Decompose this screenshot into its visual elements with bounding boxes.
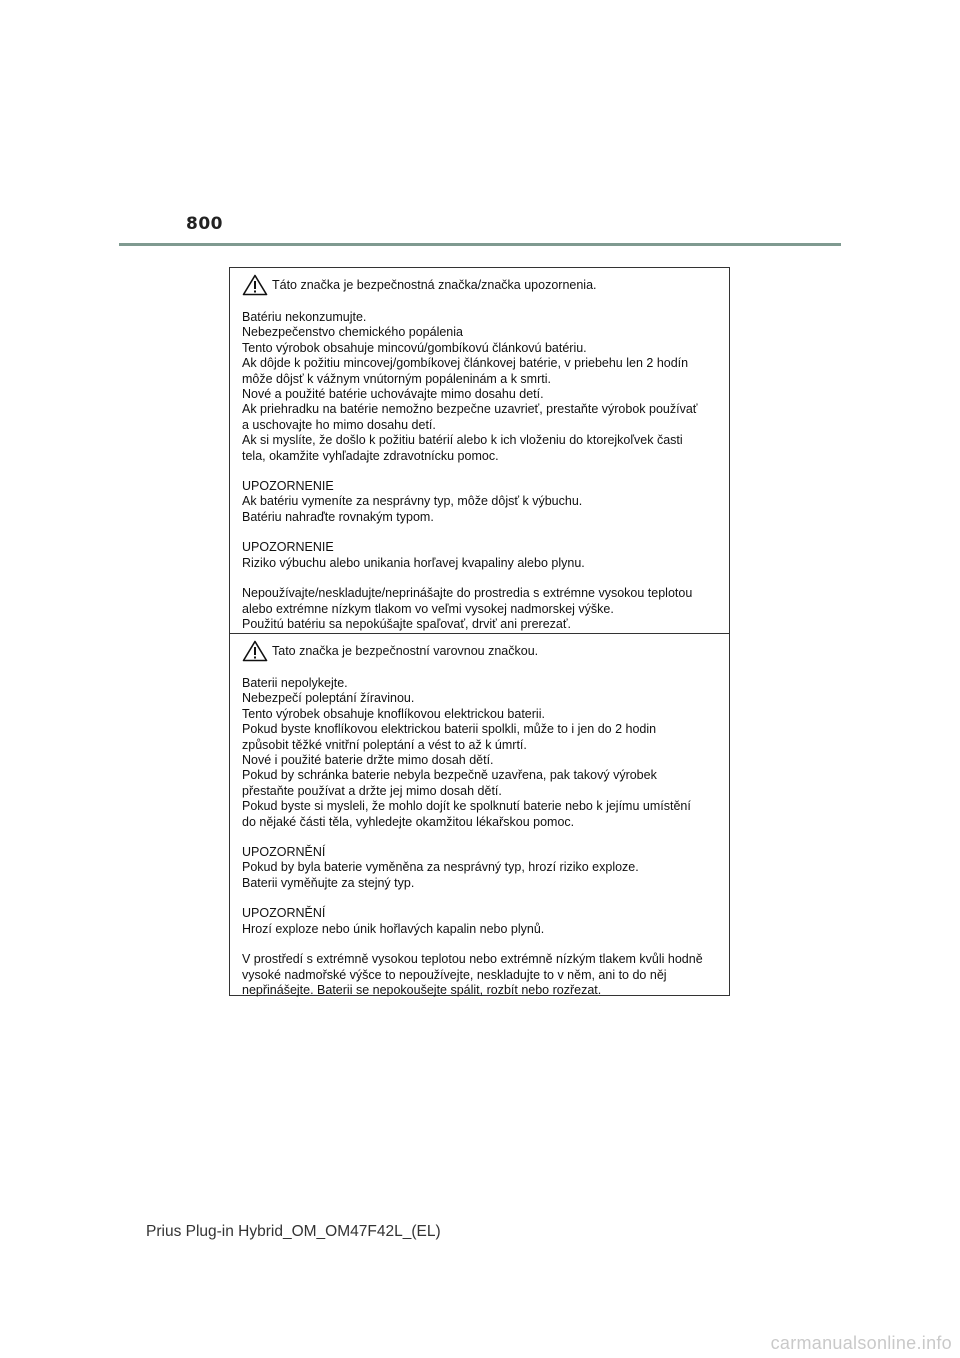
warning-body: [242, 676, 717, 998]
warning-paragraph: [242, 586, 717, 632]
text-line: Riziko výbuchu alebo unikania horľavej kvapaliny alebo plynu.: [242, 555, 585, 570]
warning-paragraph: [242, 540, 717, 571]
text-line: Pokud by byla baterie vyměněna za nesprávný typ, hrozí riziko exploze.: [242, 860, 639, 875]
text-line: Pokud byste knoflíkovou elektrickou baterii spolkli, může to i jen do 2 hodin: [242, 722, 657, 737]
text-line: UPOZORNENIE: [242, 479, 334, 494]
text-line: UPOZORNĚNÍ: [242, 845, 326, 860]
text-line: Ak priehradku na batérie nemožno bezpečne uzavrieť, prestaňte výrobok používať: [242, 402, 698, 417]
text-line: Pokud byste si mysleli, že mohlo dojít ke spolknutí baterie nebo k jejímu umístění: [242, 799, 691, 814]
text-line: V prostředí s extrémně vysokou teplotou nebo extrémně nízkým tlakem kvůli hodně: [242, 952, 703, 967]
warning-heading-row: [242, 639, 717, 663]
text-line: Nové i použité baterie držte mimo dosah dětí.: [242, 753, 494, 768]
text-line: alebo extrémne nízkym tlakom vo veľmi vysokej nadmorskej výške.: [242, 601, 614, 616]
warning-heading: Táto značka je bezpečnostná značka/značka upozornenia.: [272, 278, 597, 292]
warning-body: [242, 310, 717, 632]
text-line: Batériu nahraďte rovnakým typom.: [242, 509, 434, 524]
text-line: tela, okamžite vyhľadajte zdravotnícku pomoc.: [242, 448, 499, 463]
warning-triangle-icon: [242, 640, 268, 662]
warning-paragraph: [242, 676, 717, 830]
text-line: Ak batériu vymeníte za nesprávny typ, môže dôjsť k výbuchu.: [242, 494, 583, 509]
page-number: 800: [186, 214, 223, 234]
text-line: Batériu nekonzumujte.: [242, 310, 367, 324]
text-line: Tento výrobek obsahuje knoflíkovou elektrickou baterii.: [242, 706, 545, 721]
text-line: Baterii vyměňujte za stejný typ.: [242, 875, 415, 890]
warning-heading-row: [242, 273, 717, 297]
text-line: nepřinášejte. Baterii se nepokoušejte spálit, rozbít nebo rozřezat.: [242, 982, 602, 997]
warning-heading: Tato značka je bezpečnostní varovnou značkou.: [272, 644, 539, 658]
text-line: do nějaké části těla, vyhledejte okamžitou lékařskou pomoc.: [242, 814, 575, 829]
text-line: vysoké nadmořské výšce to nepoužívejte, neskladujte to v něm, ani to do něj: [242, 967, 667, 982]
text-line: UPOZORNĚNÍ: [242, 906, 326, 921]
text-line: Použitú batériu sa nepokúšajte spaľovať, drviť ani prerezať.: [242, 616, 572, 631]
text-line: UPOZORNENIE: [242, 540, 334, 555]
warning-section-czech: [230, 634, 729, 995]
warning-paragraph: [242, 310, 717, 464]
warning-paragraph: [242, 906, 717, 937]
battery-warning-label: [229, 267, 730, 996]
watermark: carmanualsonline.info: [770, 1333, 952, 1353]
header-rule: [119, 243, 841, 246]
text-line: Ak si myslíte, že došlo k požitiu batérií alebo k ich vloženiu do ktorejkoľvek časti: [242, 433, 683, 448]
text-line: Nové a použité batérie uchovávajte mimo dosahu detí.: [242, 387, 544, 402]
text-line: Pokud by schránka baterie nebyla bezpečně uzavřena, pak takový výrobek: [242, 768, 657, 783]
text-line: Tento výrobok obsahuje mincovú/gombíkovú článkovú batériu.: [242, 340, 587, 355]
text-line: Nebezpečenstvo chemického popálenia: [242, 325, 463, 340]
warning-paragraph: [242, 845, 717, 891]
text-line: Baterii nepolykejte.: [242, 676, 348, 690]
text-line: přestaňte používat a držte jej mimo dosah dětí.: [242, 783, 502, 798]
text-line: Ak dôjde k požitiu mincovej/gombíkovej článkovej batérie, v priebehu len 2 hodín: [242, 356, 689, 371]
text-line: môže dôjsť k vážnym vnútorným popáleninám a k smrti.: [242, 371, 551, 386]
document-footer: Prius Plug-in Hybrid_OM_OM47F42L_(EL): [146, 1223, 441, 1240]
text-line: Nebezpečí poleptání žíravinou.: [242, 691, 415, 706]
text-line: Hrozí exploze nebo únik hořlavých kapalin nebo plynů.: [242, 921, 545, 936]
warning-paragraph: [242, 952, 717, 998]
text-line: Nepoužívajte/neskladujte/neprinášajte do prostredia s extrémne vysokou teplotou: [242, 586, 693, 601]
text-line: a uschovajte ho mimo dosahu detí.: [242, 417, 436, 432]
warning-paragraph: [242, 479, 717, 525]
warning-triangle-icon: [242, 274, 268, 296]
warning-section-slovak: [230, 268, 729, 634]
text-line: způsobit těžké vnitřní poleptání a vést to až k úmrtí.: [242, 737, 527, 752]
